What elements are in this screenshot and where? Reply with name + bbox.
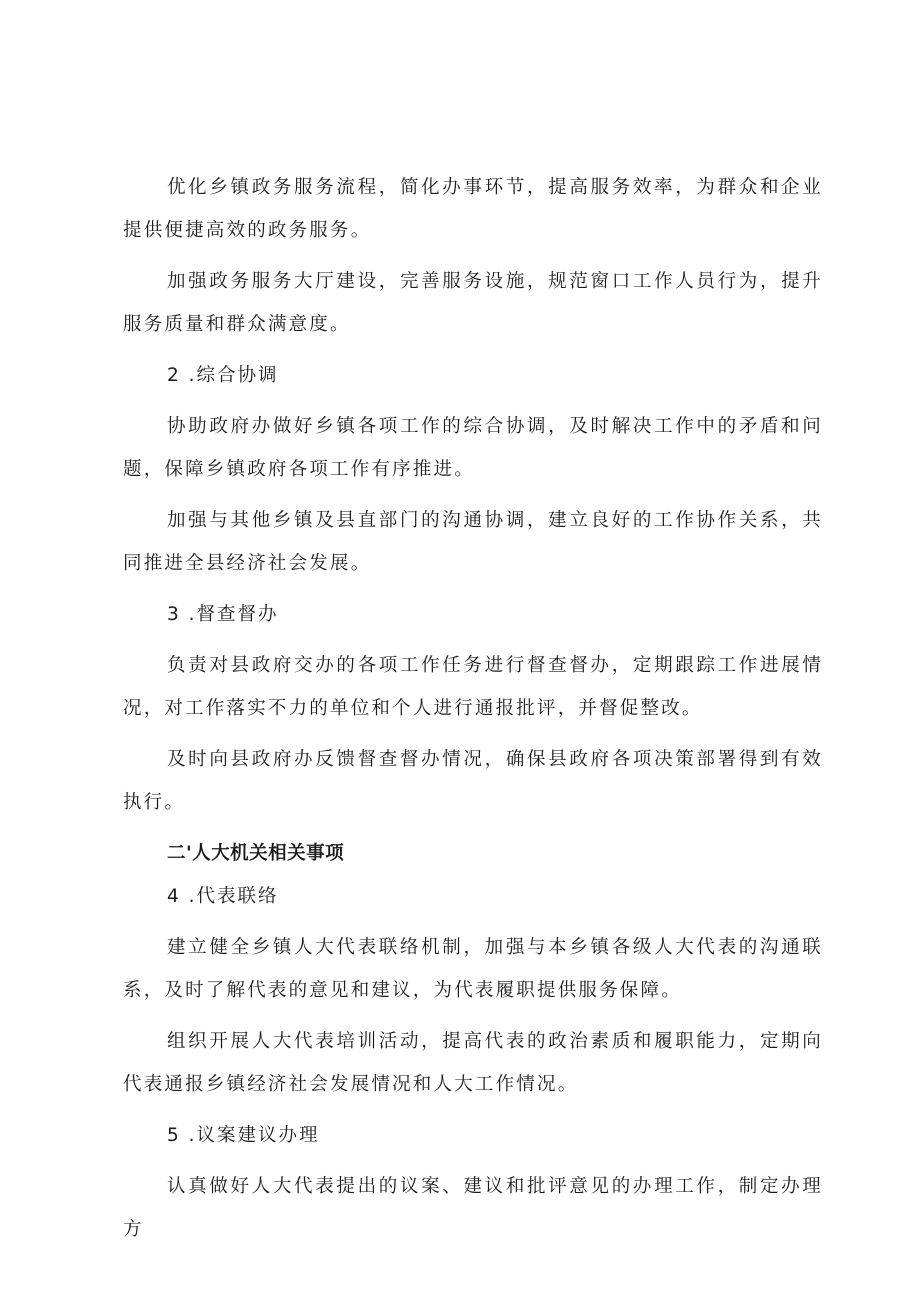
heading-supervision: 3 .督查督办 [167, 604, 279, 625]
paragraph-supervision-1: 负责对县政府交办的各项工作任务进行督查督办，定期跟踪工作进展情况，对工作落实不力的单位和个人进行通报批评，并督促整改。 [123, 655, 823, 719]
heading-deputy-liaison: 4 .代表联络 [167, 886, 279, 907]
section-heading-npc: 二'人大机关相关事项 [167, 843, 345, 864]
paragraph-service-hall: 加强政务服务大厅建设，完善服务设施，规范窗口工作人员行为，提升服务质量和群众满意度。 [123, 271, 823, 335]
paragraph-proposal-handling: 认真做好人大代表提出的议案、建议和批评意见的办理工作，制定办理方 [123, 1176, 823, 1240]
paragraph-supervision-2: 及时向县政府办反馈督查督办情况，确保县政府各项决策部署得到有效执行。 [123, 749, 823, 813]
heading-proposal-handling: 5 .议案建议办理 [167, 1125, 320, 1146]
paragraph-deputy-liaison-2: 组织开展人大代表培训活动，提高代表的政治素质和履职能力，定期向代表通报乡镇经济社会发展情况和人大工作情况。 [123, 1031, 823, 1095]
document-body [123, 166, 823, 1251]
paragraph-streamline-services: 优化乡镇政务服务流程，简化办事环节，提高服务效率，为群众和企业提供便捷高效的政务服务。 [123, 177, 823, 241]
paragraph-coordination-1: 协助政府办做好乡镇各项工作的综合协调，及时解决工作中的矛盾和问题，保障乡镇政府各项工作有序推进。 [123, 416, 823, 480]
paragraph-deputy-liaison-1: 建立健全乡镇人大代表联络机制，加强与本乡镇各级人大代表的沟通联系，及时了解代表的意见和建议，为代表履职提供服务保障。 [123, 937, 823, 1001]
heading-comprehensive-coordination: 2 .综合协调 [167, 365, 279, 386]
paragraph-coordination-2: 加强与其他乡镇及县直部门的沟通协调，建立良好的工作协作关系，共同推进全县经济社会发展。 [123, 510, 823, 574]
